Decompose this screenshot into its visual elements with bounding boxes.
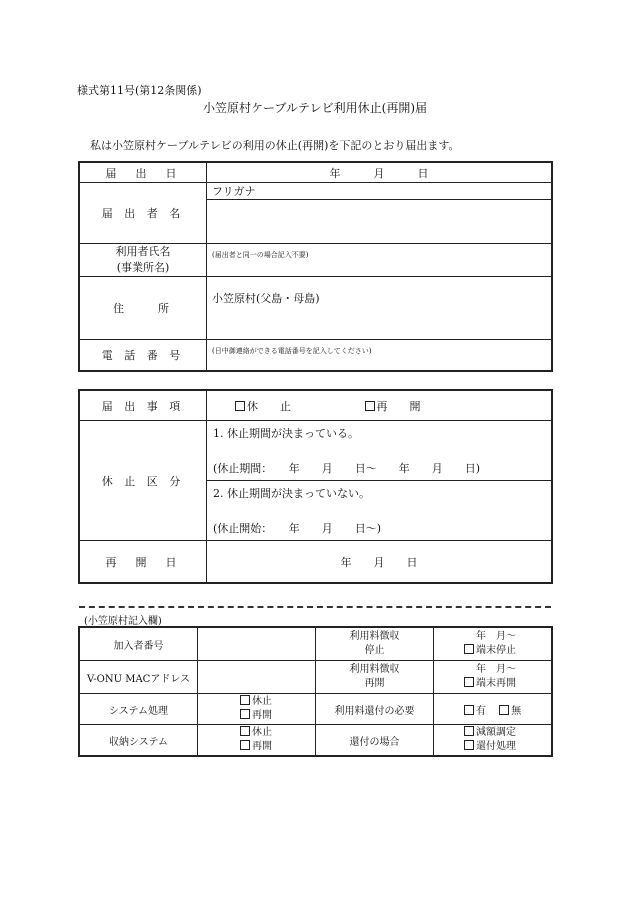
checkbox-icon[interactable] bbox=[499, 705, 509, 715]
checkbox-icon[interactable] bbox=[464, 726, 474, 736]
checkbox-icon[interactable] bbox=[365, 401, 375, 411]
applicant-name-field[interactable] bbox=[207, 200, 552, 244]
item-label: 届 出 事 項 bbox=[80, 391, 207, 421]
fee-resume-field[interactable]: 年 月～ 端末再開 bbox=[434, 661, 552, 694]
furigana-field[interactable]: フリガナ bbox=[207, 183, 552, 200]
refund-case-field[interactable]: 減額調定 還付処理 bbox=[434, 725, 552, 756]
page-title: 小笠原村ケーブルテレビ利用休止(再開)届 bbox=[202, 101, 428, 115]
checkbox-icon[interactable] bbox=[464, 740, 474, 750]
refund-need-label: 利用料還付の必要 bbox=[316, 694, 434, 725]
address-field[interactable]: 小笠原村(父島・母島) bbox=[207, 277, 552, 340]
resume-date-label: 再 開 日 bbox=[80, 541, 207, 583]
collection-field[interactable]: 休止 再開 bbox=[198, 725, 316, 756]
suspend-option[interactable]: 休 止 bbox=[235, 400, 291, 413]
checkbox-icon[interactable] bbox=[240, 709, 250, 719]
applicant-label: 届 出 者 名 bbox=[80, 183, 207, 244]
address-label: 住 所 bbox=[80, 277, 207, 340]
system-field[interactable]: 休止 再開 bbox=[198, 694, 316, 725]
phone-note: (日中御連絡ができる電話番号を記入してください) bbox=[212, 347, 372, 355]
checkbox-icon[interactable] bbox=[464, 644, 474, 654]
fee-resume-label: 利用料徴収 再開 bbox=[316, 661, 434, 694]
user-note: (届出者と同一の場合記入不要) bbox=[212, 251, 309, 259]
suspension-table bbox=[79, 390, 552, 583]
item-options bbox=[207, 391, 552, 421]
checkbox-icon[interactable] bbox=[464, 677, 474, 687]
form-number: 様式第11号(第12条関係) bbox=[77, 84, 202, 97]
checkbox-icon[interactable] bbox=[240, 726, 250, 736]
case1-cell[interactable] bbox=[207, 421, 552, 481]
category-label: 休 止 区 分 bbox=[80, 421, 207, 541]
case1-period: (休止期間： 年 月 日～ 年 月 日) bbox=[213, 462, 481, 475]
date-field[interactable]: 年 月 日 bbox=[207, 163, 552, 183]
case2-start: (休止開始： 年 月 日～) bbox=[213, 522, 382, 535]
user-name-field[interactable] bbox=[207, 244, 552, 277]
checkbox-icon[interactable] bbox=[240, 695, 250, 705]
fee-stop-field[interactable]: 年 月～ 端末停止 bbox=[434, 628, 552, 661]
date-label: 届 出 日 bbox=[80, 163, 207, 183]
office-table bbox=[79, 627, 552, 756]
checkbox-icon[interactable] bbox=[235, 401, 245, 411]
checkbox-icon[interactable] bbox=[240, 740, 250, 750]
refund-need-field[interactable]: 有 無 bbox=[434, 694, 552, 725]
subscriber-no-label: 加入者番号 bbox=[80, 628, 198, 661]
resume-option[interactable]: 再 開 bbox=[365, 400, 421, 413]
fee-stop-label: 利用料徴収 停止 bbox=[316, 628, 434, 661]
case2-cell[interactable] bbox=[207, 481, 552, 541]
intro-text: 私は小笠原村ケーブルテレビの利用の休止(再開)を下記のとおり届出ます。 bbox=[90, 139, 460, 152]
resume-date-field[interactable]: 年 月 日 bbox=[207, 541, 552, 583]
collection-label: 収納システム bbox=[80, 725, 198, 756]
user-label: 利用者氏名 (事業所名) bbox=[80, 244, 207, 277]
case2-text: 2. 休止期間が決まっていない。 bbox=[213, 487, 370, 500]
subscriber-no-field[interactable] bbox=[198, 628, 316, 661]
checkbox-icon[interactable] bbox=[464, 705, 474, 715]
mac-field[interactable] bbox=[198, 661, 316, 694]
case1-text: 1. 休止期間が決まっている。 bbox=[213, 427, 359, 440]
phone-label: 電 話 番 号 bbox=[80, 340, 207, 371]
office-caption: (小笠原村記入欄) bbox=[84, 616, 162, 627]
dashed-divider bbox=[79, 606, 551, 608]
mac-label: V-ONU MACアドレス bbox=[80, 661, 198, 694]
refund-case-label: 還付の場合 bbox=[316, 725, 434, 756]
phone-field[interactable] bbox=[207, 340, 552, 371]
applicant-table bbox=[79, 162, 552, 371]
system-label: システム処理 bbox=[80, 694, 198, 725]
